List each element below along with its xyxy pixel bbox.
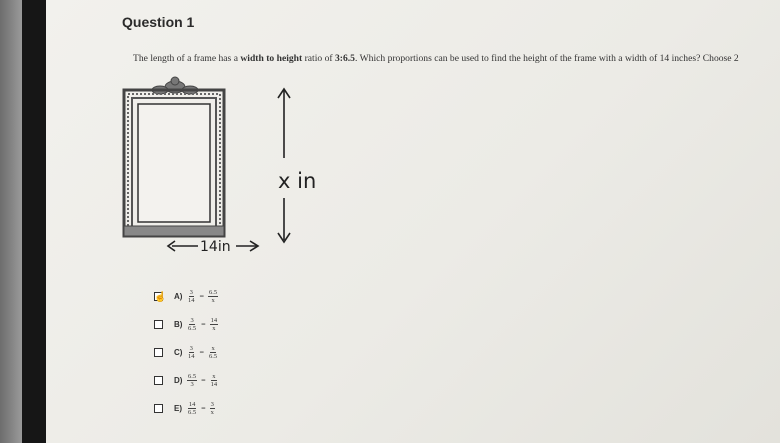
question-ratio: 3:6.5	[334, 53, 355, 64]
choice-c-right-fraction	[208, 345, 218, 360]
height-label: x in	[278, 169, 317, 193]
frac-numerator: 6.5	[209, 288, 218, 296]
frac-numerator: 6.5	[188, 372, 197, 380]
frac-denominator: 6.5	[209, 352, 218, 360]
frame-drawing	[118, 76, 358, 261]
width-label: 14in	[200, 239, 231, 255]
frac-numerator: 3	[190, 316, 194, 324]
monitor-bezel	[22, 0, 46, 443]
choice-d-checkbox[interactable]	[154, 376, 163, 385]
choice-a-left-fraction	[187, 289, 196, 304]
choice-d-letter: D)	[174, 375, 183, 385]
frac-denominator: 14	[188, 352, 195, 360]
height-arrow-up	[278, 89, 290, 158]
choice-c-left-fraction	[187, 345, 196, 360]
choice-c-checkbox[interactable]	[154, 348, 163, 357]
choice-b-left-fraction	[187, 317, 197, 332]
question-text-after: . Which proportions can be used to find the height of the frame with a width of 14 inches? Choose 2	[354, 53, 739, 64]
choice-d-right-fraction	[210, 373, 219, 388]
choice-a-letter: A)	[174, 291, 183, 301]
frac-numerator: 14	[210, 316, 218, 324]
frac-denominator: x	[212, 324, 216, 332]
frame-bottom-band	[124, 226, 224, 236]
choice-b-right-fraction	[210, 317, 219, 332]
choice-d[interactable]	[154, 370, 218, 390]
frac-numerator: x	[212, 372, 216, 380]
choice-e[interactable]	[154, 398, 218, 418]
choice-b-letter: B)	[174, 319, 183, 329]
frac-numerator: 3	[210, 400, 214, 408]
frac-denominator: 6.5	[188, 324, 197, 332]
choice-e-right-fraction	[210, 401, 215, 416]
frac-numerator: 3	[189, 344, 193, 352]
choice-b-checkbox[interactable]	[154, 320, 163, 329]
equals-sign: =	[201, 403, 206, 413]
frac-numerator: 3	[189, 288, 193, 296]
frame-mirror	[138, 104, 210, 222]
hand-cursor-icon: ☝	[154, 292, 167, 303]
choice-a[interactable]	[154, 286, 218, 306]
height-arrow-down	[278, 198, 290, 242]
left-edge	[0, 0, 22, 443]
frac-denominator: x	[211, 296, 215, 304]
frac-numerator: x	[211, 344, 215, 352]
choice-c[interactable]	[154, 342, 218, 362]
choice-b[interactable]	[154, 314, 218, 334]
frac-denominator: 14	[188, 296, 195, 304]
question-text	[133, 53, 780, 64]
equals-sign: =	[201, 319, 206, 329]
question-title: Question 1	[122, 14, 195, 30]
frac-denominator: 6.5	[188, 408, 197, 416]
equals-sign: =	[199, 291, 205, 301]
question-text-bold: width to height	[240, 53, 303, 64]
choice-e-checkbox[interactable]	[154, 404, 163, 413]
choice-e-left-fraction	[187, 401, 197, 416]
frac-numerator: 14	[188, 400, 196, 408]
frac-denominator: 14	[210, 380, 218, 388]
frame-figure	[118, 76, 358, 261]
frac-denominator: 3	[190, 380, 194, 388]
question-text-mid: ratio of	[302, 53, 335, 64]
answer-choices	[154, 286, 218, 426]
equals-sign: =	[201, 375, 206, 385]
choice-e-letter: E)	[174, 403, 182, 413]
choice-d-left-fraction	[187, 373, 197, 388]
frac-denominator: x	[210, 408, 214, 416]
equals-sign: =	[199, 347, 205, 357]
choice-c-letter: C)	[174, 347, 183, 357]
question-text-before: The length of a frame has a	[133, 53, 241, 64]
screen	[46, 0, 780, 443]
choice-a-right-fraction	[208, 289, 218, 304]
